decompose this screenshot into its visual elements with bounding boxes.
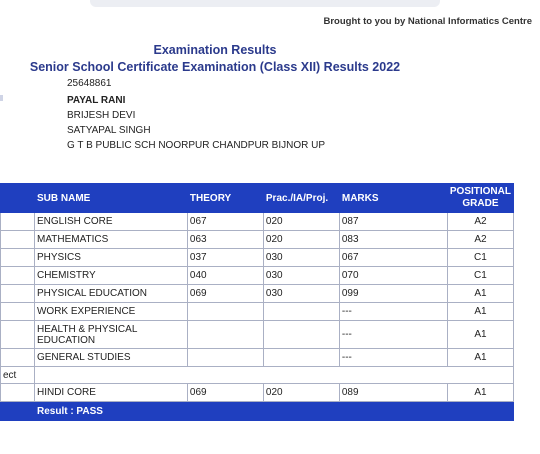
total-marks: --- (339, 349, 447, 367)
table-row (1, 321, 514, 349)
browser-top-bar (90, 0, 440, 7)
total-marks: 099 (339, 285, 447, 303)
mother-name: BRIJESH DEVI (67, 110, 136, 121)
total-marks: 087 (339, 213, 447, 231)
theory-marks: 067 (187, 213, 263, 231)
father-name: SATYAPAL SINGH (67, 125, 151, 136)
theory-marks: 069 (187, 384, 263, 402)
table-row (1, 249, 514, 267)
theory-marks: 040 (187, 267, 263, 285)
positional-grade: C1 (447, 267, 513, 285)
student-name: PAYAL RANI (67, 95, 126, 106)
table-row (1, 349, 514, 367)
header-marks: MARKS (339, 184, 447, 213)
theory-marks (187, 349, 263, 367)
subject-name: PHYSICS (34, 249, 187, 267)
practical-marks: 030 (263, 249, 339, 267)
table-row (1, 213, 514, 231)
subject-name: GENERAL STUDIES (34, 349, 187, 367)
theory-marks (187, 303, 263, 321)
positional-grade: A1 (447, 321, 513, 349)
result-row (1, 402, 514, 421)
section-label: ect (1, 367, 35, 384)
theory-marks: 037 (187, 249, 263, 267)
total-marks: 089 (339, 384, 447, 402)
subject-name: PHYSICAL EDUCATION (34, 285, 187, 303)
subject-name: MATHEMATICS (34, 231, 187, 249)
result-status: Result : PASS (34, 402, 513, 421)
table-row (1, 231, 514, 249)
practical-marks (263, 349, 339, 367)
total-marks: --- (339, 303, 447, 321)
theory-marks (187, 321, 263, 349)
practical-marks: 020 (263, 231, 339, 249)
school-name: G T B PUBLIC SCH NOORPUR CHANDPUR BIJNOR UP (67, 140, 326, 151)
subject-name: HEALTH & PHYSICAL EDUCATION (34, 321, 187, 349)
table-row (1, 303, 514, 321)
header-theory: THEORY (187, 184, 263, 213)
practical-marks: 020 (263, 213, 339, 231)
positional-grade: A2 (447, 231, 513, 249)
positional-grade: A1 (447, 303, 513, 321)
exam-subtitle: Senior School Certificate Examination (Class XII) Results 2022 (29, 60, 401, 74)
header-grade-line1: POSITIONAL (449, 186, 511, 197)
theory-marks: 069 (187, 285, 263, 303)
table-row (1, 384, 514, 402)
positional-grade: A1 (447, 384, 513, 402)
subject-name: ENGLISH CORE (34, 213, 187, 231)
left-edge-marker (0, 95, 3, 101)
practical-marks: 030 (263, 285, 339, 303)
subject-name: WORK EXPERIENCE (34, 303, 187, 321)
nic-credit: Brought to you by National Informatics Centre (323, 16, 532, 27)
header-grade (447, 184, 513, 213)
subject-name: HINDI CORE (34, 384, 187, 402)
practical-marks (263, 303, 339, 321)
table-row (1, 285, 514, 303)
positional-grade: A1 (447, 349, 513, 367)
table-header-row (1, 184, 514, 213)
header-practical: Prac./IA/Proj. (263, 184, 339, 213)
theory-marks: 063 (187, 231, 263, 249)
total-marks: 070 (339, 267, 447, 285)
total-marks: --- (339, 321, 447, 349)
section-row (1, 367, 514, 384)
practical-marks: 020 (263, 384, 339, 402)
total-marks: 083 (339, 231, 447, 249)
total-marks: 067 (339, 249, 447, 267)
practical-marks: 030 (263, 267, 339, 285)
header-grade-line2: GRADE (462, 198, 499, 209)
practical-marks (263, 321, 339, 349)
page-title: Examination Results (153, 43, 277, 57)
roll-number: 25648861 (67, 78, 112, 89)
positional-grade: A1 (447, 285, 513, 303)
table-row (1, 267, 514, 285)
header-sub-name: SUB NAME (34, 184, 187, 213)
positional-grade: C1 (447, 249, 513, 267)
positional-grade: A2 (447, 213, 513, 231)
results-table (0, 183, 514, 421)
header-blank (1, 184, 35, 213)
subject-name: CHEMISTRY (34, 267, 187, 285)
